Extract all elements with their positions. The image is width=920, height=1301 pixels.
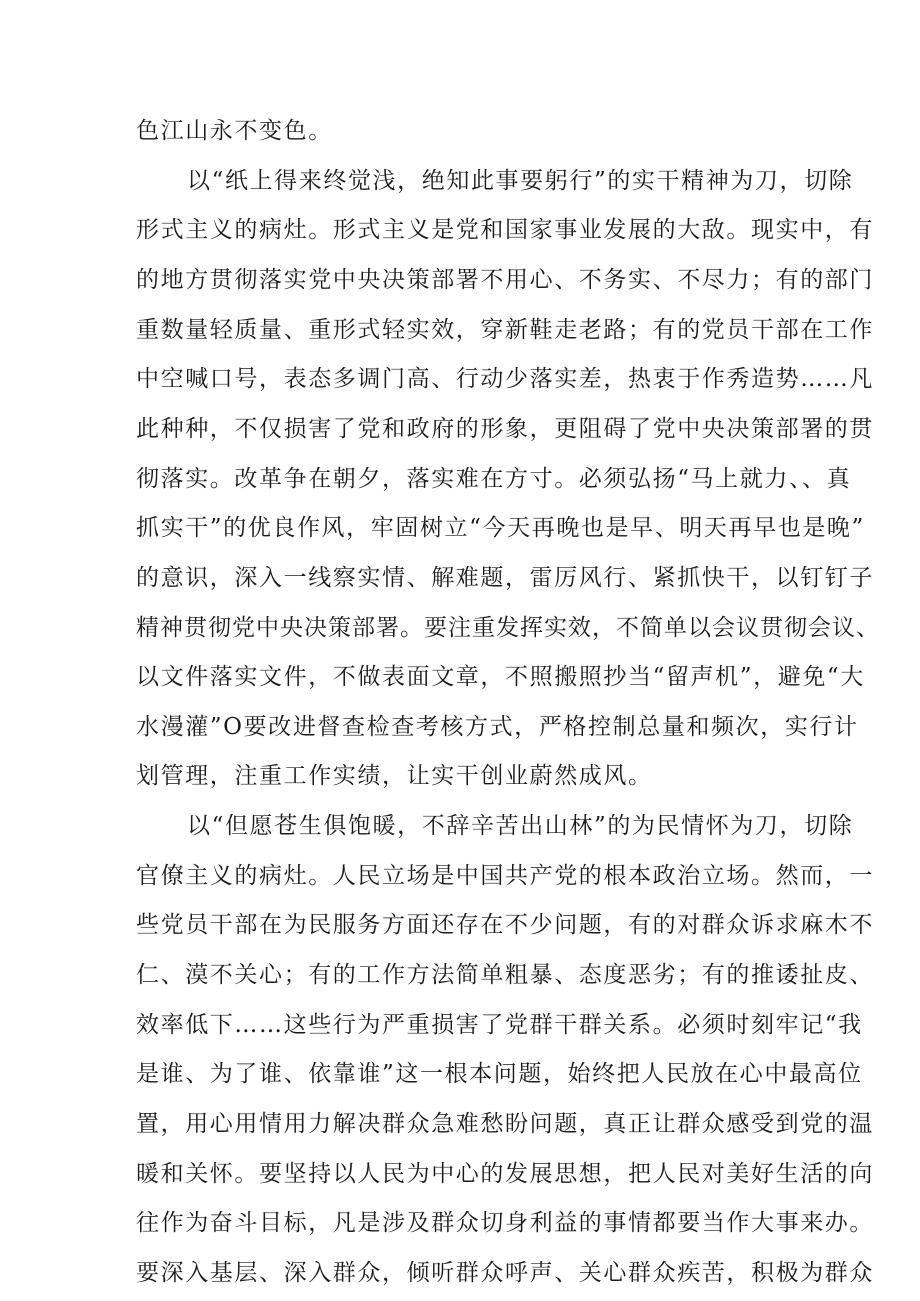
text-line: 水漫灌”O要改进督查检查考核方式，严格控制总量和频次，实行计	[136, 714, 859, 740]
paragraph-first-line: 以“但愿苍生俱饱暖，不辞辛苦出山林”的为民情怀为刀，切除	[187, 813, 854, 839]
text-line: 形式主义的病灶。形式主义是党和国家事业发展的大敌。现实中，有	[136, 217, 874, 243]
text-line: 此种种，不仅损害了党和政府的形象，更阻碍了党中央决策部署的贯	[136, 416, 874, 442]
text-line: 重数量轻质量、重形式轻实效，穿新鞋走老路；有的党员干部在工作	[136, 317, 874, 343]
text-line: 彻落实。改革争在朝夕，落实难在方寸。必须弘扬“马上就力、、真	[136, 466, 852, 492]
text-line: 仁、漠不关心；有的工作方法简单粗暴、态度恶劣；有的推诿扯皮、	[136, 962, 874, 988]
text-line: 中空喊口号，表态多调门高、行动少落实差，热衷于作秀造势……凡	[136, 366, 874, 392]
text-line: 抓实干”的优良作风，牢固树立“今天再晚也是早、明天再早也是晚”	[136, 515, 865, 541]
text-line: 要深入基层、深入群众，倾听群众呼声、关心群众疾苦，积极为群众	[136, 1260, 874, 1286]
text-line: 的意识，深入一线察实情、解难题，雷厉风行、紧抓快干，以钉钉子	[136, 565, 874, 591]
text-line: 以文件落实文件，不做表面文章，不照搬照抄当“留声机”，避免“大	[136, 664, 865, 690]
text-line: 效率低下……这些行为严重损害了党群干群关系。必须时刻牢记“我	[136, 1012, 863, 1038]
text-line: 划管理，注重工作实绩，让实干创业蔚然成风。	[136, 763, 653, 789]
text-line: 官僚主义的病灶。人民立场是中国共产党的根本政治立场。然而，一	[136, 863, 874, 889]
text-line: 是谁、为了谁、依靠谁”这一根本问题，始终把人民放在心中最高位	[136, 1061, 863, 1087]
text-line: 暖和关怀。要坚持以人民为中心的发展思想，把人民对美好生活的向	[136, 1161, 874, 1187]
text-line: 的地方贯彻落实党中央决策部署不用心、不务实、不尽力；有的部门	[136, 267, 874, 293]
text-line: 精神贯彻党中央决策部署。要注重发挥实效，不简单以会议贯彻会议、	[136, 615, 880, 641]
text-line: 些党员干部在为民服务方面还存在不少问题，有的对群众诉求麻木不	[136, 912, 874, 938]
text-line: 往作为奋斗目标，凡是涉及群众切身利益的事情都要当作大事来办。	[136, 1210, 874, 1236]
text-line: 色江山永不变色。	[136, 118, 333, 144]
paragraph-first-line: 以“纸上得来终觉浅，绝知此事要躬行”的实干精神为刀，切除	[187, 168, 854, 194]
text-line: 置，用心用情用力解决群众急难愁盼问题，真正让群众感受到党的温	[136, 1111, 874, 1137]
